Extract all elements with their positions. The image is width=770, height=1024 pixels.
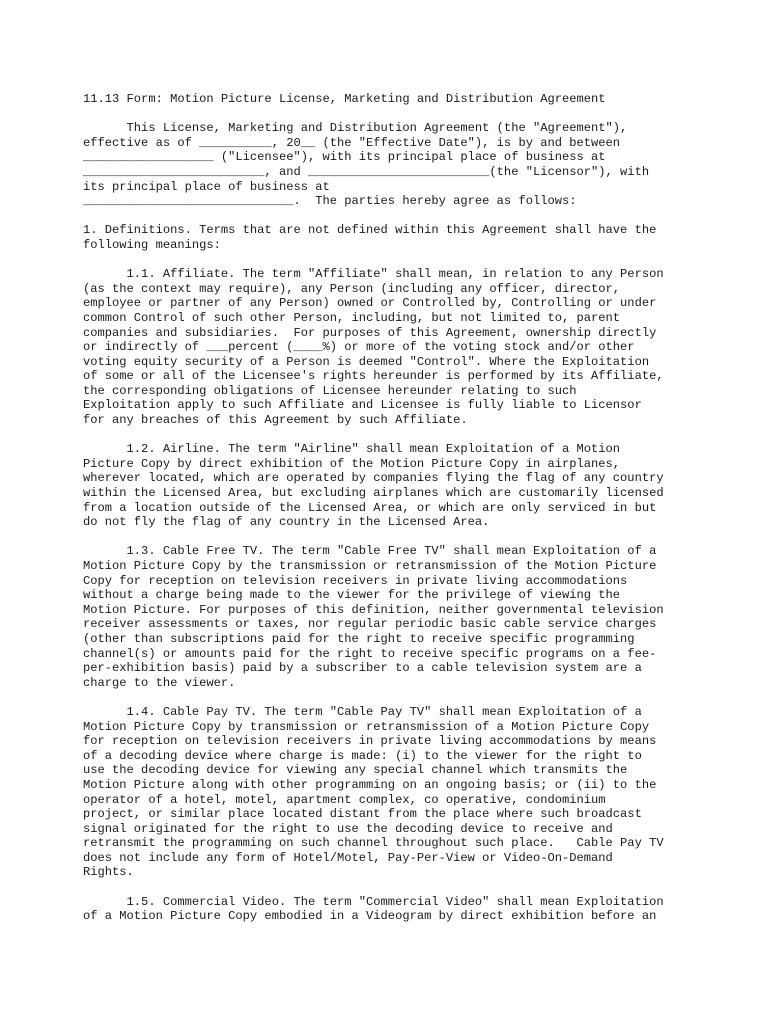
definition-line: (as the context may require), any Person (including any officer, director, [83, 281, 621, 296]
spacer [83, 880, 723, 895]
section-definitions-heading [83, 223, 723, 252]
spacer [83, 253, 723, 268]
definition-line: receiver assessments or taxes, nor regular periodic basic cable service charges [83, 617, 657, 632]
definition-line: project, or similar place located distant from the place where such broadcast [83, 807, 642, 822]
definition-line: employee or partner of any Person) owned or Controlled by, Controlling or under [83, 296, 657, 311]
definition-line: use the decoding device for viewing any special channel which transmits the [83, 763, 628, 778]
definition-line: Copy for reception on television receivers in private living accommodations [83, 573, 628, 588]
definition-line: wherever located, which are operated by companies flying the flag of any country [83, 471, 664, 486]
definition-line: 1.2. Airline. The term "Airline" shall mean Exploitation of a Motion [83, 442, 621, 457]
section-line: following meanings: [83, 237, 221, 252]
definition-line: 1.3. Cable Free TV. The term "Cable Free TV" shall mean Exploitation of a [83, 544, 657, 559]
spacer [83, 209, 723, 224]
definition-line: companies and subsidiaries. For purposes of this Agreement, ownership directly [83, 325, 657, 340]
definition-line: common Control of such other Person, including, but not limited to, parent [83, 310, 621, 325]
definition-cable-free-tv [83, 544, 723, 690]
definition-cable-pay-tv [83, 705, 723, 880]
definition-line: 1.4. Cable Pay TV. The term "Cable Pay TV" shall mean Exploitation of a [83, 704, 642, 719]
definition-line: Motion Picture Copy by the transmission or retransmission of the Motion Picture [83, 559, 657, 573]
definition-line: voting equity security of a Person is deemed "Control". Where the Exploitation [83, 354, 650, 369]
definition-line: of a decoding device where charge is made: (i) to the viewer for the right to [83, 748, 642, 763]
definition-line: or indirectly of ___percent (____%) or more of the voting stock and/or other [83, 340, 635, 355]
intro-line: effective as of __________, 20__ (the "Effective Date"), is by and between [83, 135, 621, 150]
definition-line: of some or all of the Licensee's rights hereunder is performed by its Affiliate, [83, 369, 664, 384]
spacer [83, 690, 723, 705]
section-line: 1. Definitions. Terms that are not defined within this Agreement shall have the [83, 223, 657, 238]
definition-line: retransmit the programming on such channel throughout such place. Cable Pay TV [83, 836, 664, 851]
definition-airline [83, 442, 723, 530]
intro-line: _____________________________. The parties hereby agree as follows: [83, 194, 577, 209]
definition-line: from a location outside of the Licensed Area, or which are only serviced in but [83, 500, 657, 515]
definition-line: operator of a hotel, motel, apartment complex, co operative, condominium [83, 792, 606, 807]
definition-line: Picture Copy by direct exhibition of the Motion Picture Copy in airplanes, [83, 456, 621, 471]
definition-line: 1.5. Commercial Video. The term "Commercial Video" shall mean Exploitation [83, 894, 664, 909]
intro-line: This License, Marketing and Distribution Agreement (the "Agreement"), [83, 121, 628, 136]
spacer [83, 530, 723, 545]
spacer [83, 428, 723, 443]
definition-line: does not include any form of Hotel/Motel, Pay-Per-View or Video-On-Demand [83, 850, 613, 865]
definition-affiliate [83, 267, 723, 428]
document-page [83, 92, 723, 924]
definition-line: of a Motion Picture Copy embodied in a Videogram by direct exhibition before an [83, 909, 657, 924]
definition-line: within the Licensed Area, but excluding airplanes which are customarily licensed [83, 486, 664, 501]
definition-line: (other than subscriptions paid for the right to receive specific programming [83, 631, 635, 646]
intro-line: __________________ ("Licensee"), with its principal place of business at [83, 150, 606, 165]
definition-line: Motion Picture. For purposes of this definition, neither governmental television [83, 602, 664, 617]
definition-line: Exploitation apply to such Affiliate and Licensee is fully liable to Licensor [83, 398, 642, 413]
definition-line: for any breaches of this Agreement by such Affiliate. [83, 413, 468, 428]
spacer [83, 107, 723, 122]
definition-line: signal originated for the right to use the decoding device to receive and [83, 821, 613, 836]
intro-line: its principal place of business at [83, 179, 330, 194]
definition-line: Motion Picture Copy by transmission or retransmission of a Motion Picture Copy [83, 719, 650, 734]
definition-line: do not fly the flag of any country in the Licensed Area. [83, 515, 490, 530]
definition-commercial-video [83, 895, 723, 924]
document-title: 11.13 Form: Motion Picture License, Marketing and Distribution Agreement [83, 92, 606, 106]
definition-line: for reception on television receivers in private living accommodations by means [83, 734, 657, 749]
intro-paragraph [83, 121, 723, 209]
definition-line: Rights. [83, 865, 134, 880]
definition-line: channel(s) or amounts paid for the right to receive specific programs on a fee- [83, 646, 657, 661]
intro-line: _________________________, and _________________________(the "Licensor"), with [83, 164, 650, 179]
definition-line: the corresponding obligations of Licensee hereunder relating to such [83, 383, 577, 398]
definition-line: without a charge being made to the viewer for the privilege of viewing the [83, 588, 621, 603]
definition-line: Motion Picture along with other programming on an ongoing basis; or (ii) to the [83, 777, 657, 792]
definition-line: 1.1. Affiliate. The term "Affiliate" shall mean, in relation to any Person [83, 267, 664, 282]
definition-line: per-exhibition basis) paid by a subscriber to a cable television system are a [83, 661, 642, 676]
definition-line: charge to the viewer. [83, 675, 236, 690]
